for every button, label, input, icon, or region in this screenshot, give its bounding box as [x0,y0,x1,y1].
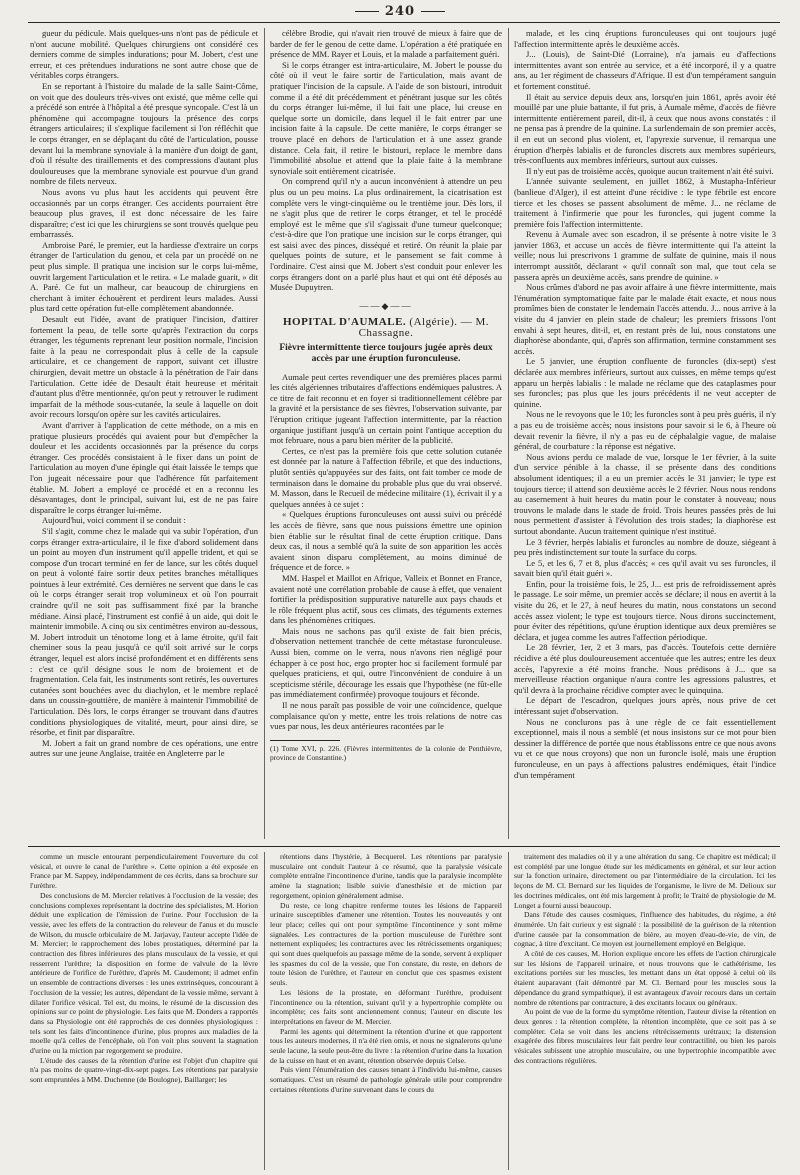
paragraph: Si le corps étranger est intra-articulaire, M. Jobert le pousse du côté où il veut le faire sortir de l'articulation, mais avant de pratiquer l'incision de la capsule. A l'aide de son bistouri, introduit comme il a été dit précédemment et pénétrant jusque sur les côtés du corps étranger lui-même, il lui fait une place, lui creuse en quelque sorte un domicile, dans lequel il le fait entrer par une incision faite à la capsule. De cette manière, le corps étranger se trouve placé en dehors de l'articulation et à une assez grande distance. Cela fait, il retire le bistouri, replace le membre dans l'immobilité absolue et attend que la plaie faite à la membrane synoviale soit entièrement cicatrisée. [270,59,502,176]
paragraph: Puis vient l'énumération des causes tenant à l'individu lui-même, causes somatiques. C'est un résumé de pathologie générale utile pour comprendre certaines rétentions d'urine survenant dans le cours du [270,1065,502,1094]
paragraph: Nous avions perdu ce malade de vue, lorsque le 1er février, à la suite d'un service pénible à la chasse, il se présente dans des conditions absolument identiques; il a eu un premier accès le 31 janvier; le type est toujours tierce; il attend son deuxième accès le 2 février. Nous nous rendons au casernement à huit heures du matin pour le constater à nouveau; nous trouvons le malade dans le stade de froid. Trois heures passées près de lui nous permettent d'assister à l'évolution des trois stades; la diaphorèse est surtout abondante. Aucun traitement quinique n'est institué. [514,451,776,536]
paragraph: Revenu à Aumale avec son escadron, il se présente à notre visite le 3 janvier 1863, et accuse un accès de fièvre intermittente qui l'a atteint la veille; nous lui prescrivons 1 gramme de sulfate de quinine, mais il nous interrompt aussitôt, déclarant « qu'il connaît son mal, que tout cela se passera après un deuxième accès, sans prendre de quinine. » [514,229,776,282]
paragraph: L'année suivante seulement, en juillet 1862, à Mustapha-Inférieur (banlieue d'Alger), il est atteint d'une récidive : le type fébrile est encore tierce et les choses se passent absolument de même. J... ne réclame de traitement à l'infirmerie que pour les furoncles, qui jugent comme la première fois l'affection intermittente. [514,176,776,229]
paragraph: Du reste, ce long chapitre renferme toutes les lésions de l'appareil urinaire susceptibles d'amener une rétention. Toutes les nouveautés y ont leur place; celles qui ont pour symptôme l'incontinence y sont même signalées. Les contractures de la portion musculeuse de l'urèthre sont nettement expliquées; les contractures avec les rétrécissements organiques; qui sont dues quelquefois au passage même de la sonde, servent à expliquer les spasmes du col de la vessie, que l'on constate, du reste, en dehors de toute lésion de l'urèthre, et l'auteur en conclut que ces spasmes existent seuls. [270,900,502,988]
paragraph: Nous ne conclurons pas à une règle de ce fait essentiellement exceptionnel, mais il nous a semblé (et nous insistons sur ce mot pour bien dessiner la différence de portée que nous établissons entre ce que nous avons vu et ce que nous croyons) que non un furoncle isolé, mais une éruption furonculeuse, en un pays à affections palustres endémiques, était l'indice d'un tempérament [514,716,776,780]
paragraph: Nous ne le revoyons que le 10; les furoncles sont à peu près guéris, il n'y a pas eu de troisième accès; nous insistons pour savoir si le 6, à l'heure où devait revenir la fièvre, il n'y a pas eu de céphalalgie vague, de malaise général, de courbature : la réponse est négative. [514,409,776,452]
paragraph: malade, et les cinq éruptions furonculeuses qui ont toujours jugé l'affection intermittente après le deuxième accès. [514,28,776,49]
paragraph: Les lésions de la prostate, en déformant l'urèthre, produisent l'incontinence ou la rétention, suivant qu'il y a hypertrophie complète ou incomplète; ces faits sont anciennement connus; l'auteur en discute les interprétations en faveur de M. Mercier. [270,987,502,1026]
paragraph: Le 5, et les 6, 7 et 8, plus d'accès; « ces qu'il avait vu ses furoncles, il savait bien qu'il était guéri ». [514,557,776,579]
footnote-rule [270,740,340,741]
paragraph: Aumale peut certes revendiquer une des premières places parmi les cités algériennes tributaires d'affections endémiques palustres. A ce titre de fait reconnu et en foyer si traditionnellement célèbre par la gravité et la persistance de ses fièvres, l'observation suivante, par l'éruption critique jugeant l'affection intermittente, par la réaction organique justifiant jusqu'à un certain point l'antique acception du mot februare, nous a paru bien mériter de la publicité. [270,371,502,446]
bottom-column-2 [270,852,502,1170]
paragraph: Nous crûmes d'abord ne pas avoir affaire à une fièvre intermittente, mais l'énumération symptomatique faite par le malade était exacte, et nous nous promîmes bien de constater le lendemain l'accès attendu. J... nous arrive à la visite du 4 janvier en plein stade de chaleur; les premiers frissons l'ont envahi à sept heures, dit-il, et, en restant près de lui, nous constatons une diaphorèse abondante, qui, d'après son affirmation, termine constamment ses accès. [514,282,776,356]
case-subtitle: Fièvre intermittente tierce toujours jugée après deux accès par une éruption furonculeuse. [279,342,493,365]
paragraph: L'étude des causes de la rétention d'urine est l'objet d'un chapitre qui n'a pas moins de quatre-vingt-dix-sept pages. Les rétentions par paralysie sont empruntées à MM. Duchenne (de Boulogne), Baillarger; les [30,1055,258,1085]
paragraph: Le 3 février, herpès labialis et furoncles au nombre de douze, siégeant à peu près indistinctement sur toute la surface du corps. [514,536,776,558]
paragraph: comme un muscle entourant perpendiculairement l'ouverture du col vésical, et ouvre le canal de l'urèthre ». Cette opinion a été exposée en France par M. Sappey, indépendamment de ces écrits, dans sa brochure sur l'urèthre. [30,852,258,891]
author-name: — M. Chassagne. [358,316,490,340]
column-3 [514,28,776,839]
paragraph: En se reportant à l'histoire du malade de la salle Saint-Côme, on voit que des douleurs très-vives ont existé, que même celle qui a précédé son entrée à l'hôpital a été presque syncopale. C'est là un phénomène qui accompagne toujours la présence des corps étrangers articulaires; il s'explique facilement si l'on réfléchit que le corps étranger, en se déplaçant du côté de l'articulation, pousse devant lui la membrane synoviale à la manière d'un doigt de gant, d'où il résulte des tiraillements et des compressions d'autant plus douloureuses que la membrane synoviale est pourvue d'un grand nombre de filets nerveux. [30,80,258,187]
paragraph: S'il s'agit, comme chez le malade qui va subir l'opération, d'un corps étranger extra-articulaire, il le fixe d'abord solidement dans un point au moyen d'un instrument qu'il appelle trident, et qui se compose d'un trocart terminé en fer de lance, sur les côtés duquel on peut à volonté faire sortir deux petites branches métalliques pointues à leur extrémité. Ces dernières ne servent que dans le cas où le corps étranger serait trop volumineux et où l'on pourrait craindre qu'il ne soit pas suffisamment fixé par la branche médiane. Ainsi placé, l'instrument est confié à un aide, qui doit le maintenir immobile. A cinq ou six centimètres environ au-dessous, M. Jobert introduit un ténotome long et à lame étroite, qu'il fait cheminer sous la peau jusqu'à ce qu'il soit arrivé sur le corps étranger, lequel est alors incisé profondément et en différents sens : c'est ce qu'il désigne sous le nom de broiement et de fragmentation. Cela fait, les instruments sont retirés, les ouvertures cutanées sont bouchées avec du diachylon, et le membre replacé dans un coussin-gouttière, de manière à maintenir l'immobilité de l'articulation. Dès lors, le corps étranger se trouvant dans d'autres conditions physiologiques de vitalité, meurt, pour ainsi dire, se résorbe, et finit par disparaître. [30,525,258,738]
footnote: (1) Tome XVI, p. 226. (Fièvres intermittentes de la colonie de Penthièvre, province de Constantine.) [270,743,502,762]
page-number: 240 [0,4,800,19]
paragraph: Il ne nous paraît pas possible de voir une coïncidence, quelque complaisance qu'on y mette, entre les trois relations de notre cas vues par nous, les deux antérieures racontées par le [270,700,502,732]
paragraph: rétentions dans l'hystérie, à Becquerel. Les rétentions par paralysie musculaire ont conduit l'auteur à ce résumé, que la paralysie vésicale complète entraîne l'incontinence d'urine, tandis que la paralysie incomplète amène la stagnation; lisible suivie d'anesthésie et de miction par regorgement, opinion généralement admise. [270,852,502,900]
paragraph: Au point de vue de la forme du symptôme rétention, l'auteur divise la rétention en deux genres : la rétention complète, la rétention incomplète, que ce soit pas à se compléter. Cela se voit dans les anciens rétrécissements urétraux; la distension exagérée des fibres musculaires leur fait perdre leur contractilité, ou bien les parois vésicales subissent une atrophie musculaire, ou une hypertrophie incompatible avec des contractions régulières. [514,1007,776,1065]
paragraph: Il n'y eut pas de troisième accès, quoique aucun traitement n'ait été suivi. [526,165,774,176]
paragraph: Il était au service depuis deux ans, lorsqu'en juin 1861, après avoir été mouillé par une pluie battante, il fut pris, à Aumale même, d'accès de fièvre intermittente entièrement pareil, dit-il, à ceux que nous avons constatés : il ne pensa pas à prendre de la quinine. La surlendemain de son premier accès, il en eut un second plus violent, et, l'apyrexie survenue, il remarqua une éruption d'herpès labialis et de furoncles discrets aux membres supérieurs, très-confluents aux membres inférieurs, surtout aux cuisses. [514,91,776,166]
section-ornament: ——◆—— [359,300,413,311]
paragraph: Avant d'arriver à l'application de cette méthode, on a mis en pratique plusieurs procédés qui avaient pour but d'empêcher la douleur et les accidents occasionnés par la présence du corps étranger. Ces procédés consistaient à le fixer dans un point de l'articulation au moyen d'une épingle qui était laissée le temps que l'on jugeait nécessaire pour que l'adhérence fût parfaitement établie. M. Jobert a employé ce procédé et en a reconnu les désavantages, dont le principal, suivant lui, est de ne pas faire disparaître le corps étranger lui-même. [30,419,258,515]
paragraph: Le départ de l'escadron, quelques jours après, nous prive de cet intéressant sujet d'observation. [514,695,776,716]
paragraph: Aujourd'hui, voici comment il se conduit : [42,515,186,526]
paragraph: Des conclusions de M. Mercier relatives à l'occlusion de la vessie; des conclusions complexes représentant la doctrine des spécialistes, M. Horion déduit une explication de l'émission de l'urine. Pour l'occlusion de la vessie, avec les effets de la contraction du releveur de l'anus et du muscle de Wilson, du muscle orbiculaire de M. Jarjavay, l'auteur accepte l'idée de M. Mercier; le rapprochement des lobes prostatiques, déterminé par la contraction des fibres inférieures des plans musculaux de la vessie, et qui resserrent l'urèthre; la disposition en forme de valvule de la lèvre antérieure de l'orifice de l'urèthre, d'après M. Caudemont; il admet enfin un ensemble de contractions diverses : les unes extrinsèques, concourant à l'occlusion de la vessie; les autres, dépendant de la vessie même, servant à dilater l'orifice vésical. Tel est, du moins, le résumé de la discussion des opinions sur ce point de physiologie. Les faits que M. Donders a rapportés dans sa Physiologie ont été rapprochés de ces données physiologiques : tels sont les faits d'incontinence d'urine, plus propres aux maladies de la moelle qu'à celles de l'encéphale, où l'on voit plus souvent la stagnation d'urine ou la miction par regorgement se produire. [30,890,258,1056]
paragraph: M. Jobert a fait un grand nombre de ces opérations, une entre autres sur une jeune Anglaise, traitée en Angleterre par le [30,737,258,759]
paragraph: Le 28 février, 1er, 2 et 3 mars, pas d'accès. Toutefois cette dernière récidive a été plus douloureusement accentuée que les autres; entre les deux accès, l'apyrexie a été moins franche. Nous prédisons à J... que sa merveilleuse réaction organique n'aura contre les agressions palustres, et qu'il devra à la prochaine récidive compter avec le quinquina. [514,642,776,695]
column-divider [508,852,509,1170]
column-divider [264,28,265,839]
paragraph: Mais nous ne sachons pas qu'il existe de fait bien précis, d'observation nettement tranchée de cette métastase furonculeuse. Aussi bien, comme on le verra, nous n'avons rien négligé pour échapper à ce post hoc, ergo propter hoc si facilement formulé par quelques praticiens, et qui, outre l'inconvénient de conduire à un scepticisme stérile, décourage les essais que l'hypothèse (ne fût-elle pas immédiatement confirmée) provoque toujours et féconde. [270,625,502,700]
paragraph: Parmi les agents qui déterminent la rétention d'urine et que rapportent tous les auteurs modernes, il n'a été rien omis, et nous ne signalerons qu'une seule lacune, la seule peut-être du livre : la rétention d'urine dans la luxation de la cuisse en haut et en avant, rétention observée depuis Celse. [270,1026,502,1065]
column-2-body-text [270,372,502,732]
paragraph: Certes, ce n'est pas la première fois que cette solution cutanée est donnée par la nature à l'affection fébrile, et que des inductions, plutôt sentiès qu'appuyées sur des faits, ont fait tomber ce mode de terminaison dans le domaine du probable plus que du vrai observé. M. Masson, dans le Recueil de médecine militaire (1), écrivait il y a quelques années à ce sujet : [270,445,502,509]
paragraph: MM. Haspel et Maillot en Afrique, Valleix et Bonnet en France, avaient noté une corrélation probable de cause à effet, que venaient fortifier la prédisposition suppurative naturelle aux pays chauds et le rôle fréquent plus actif, sous ces climats, des téguments externes dans les phénomènes critiques. [270,572,502,626]
column-2 [270,28,502,839]
paragraph: Dans l'étude des causes cosmiques, l'influence des habitudes, du régime, a été énumérée. Un fait curieux y est signalé : la possibilité de la guérison de la rétention d'urine causée par la consommation de bière, au moyen d'eau-de-vie, de vin, de cognac, à titre d'excitant. Ce moyen est journellement employé en Belgique. [514,910,776,949]
column-divider [508,28,509,839]
paragraph: traitement des maladies où il y a une altération du sang. Ce chapitre est médical; il est complété par une longue étude sur les médicaments en général, et sur leur action sur la fonction urinaire, directement ou par l'intermédiaire de la circulation. Ici les leçons de M. Cl. Bernard sur les liquides de l'organisme, le livre de M. Delioux sur les doctrines médicales, ont été mis largement à profit; le Traité de physiologie de M. Longet a fourni aussi beaucoup. [514,852,776,910]
bottom-column-1 [30,852,258,1170]
paragraph: célèbre Brodie, qui n'avait rien trouvé de mieux à faire que de barder de fer le genou de cette dame. L'opération a été pratiquée en présence de MM. Rayer et Louis, et la malade a parfaitement guéri. [270,28,502,60]
hospital-location: (Algérie). [409,316,458,329]
paragraph: Desault eut l'idée, avant de pratiquer l'incision, d'attirer fortement la peau, de telle sorte qu'après l'extraction du corps étranger, les téguments reprenant leur position normale, l'incision faite à la peau ne correspondait plus à celle de la capsule articulaire, et ce changement de rapport, suivant cet illustre chirurgien, devait mettre un obstacle à la pénétration de l'air dans l'articulation. Cette idée de Desault était heureuse et méritait d'autant plus d'être mentionnée, qu'on peut y retrouver le rudiment imparfait de la méthode sous-cutanée, la seule à laquelle on doit avoir recours lorsqu'on opère sur les cavités articulaires. [30,314,258,420]
paragraph: On comprend qu'il n'y a aucun inconvénient à attendre un peu plus ou un peu moins. La plus ordinairement, la cicatrisation est complète vers le vingt-cinquième ou le trentième jour. Dès lors, il ne s'agit plus que de retirer le corps étranger, et tel le procédé employé est le même que s'il s'agissait d'une tumeur quelconque; c'est-à-dire que l'on pratique une incision sur le corps étranger, qui est saisi avec des pinces, disséqué et retiré. On réunit la plaie par quelques points de suture, et le pansement se fait comme à l'ordinaire. C'est ainsi que M. Jobert s'est conduit pour enlever les corps étrangers dont on a parlé plus haut et qui ont été déposés au Musée Dupuytren. [270,176,502,293]
paragraph: « Quelques éruptions furonculeuses ont aussi suivi ou précédé les accès de fièvre, sans que nous puissions émettre une opinion bien établie sur le résultat final de cette éruption critique. Dans deux cas, il nous a semblé qu'à la suite de son apparition les accès avaient sinon disparu complètement, au moins diminué de fréquence et de force. » [270,509,502,573]
header-rule [28,22,780,23]
section-title [270,317,502,338]
paragraph: Ambroise Paré, le premier, eut la hardiesse d'extraire un corps étranger de l'articulation du genou, et cela par un procédé on ne peut plus simple. Il pratiqua une incision sur le corps lui-même, ouvrit largement l'articulation et le retira. « Le malade guarit, » dit A. Paré. Ce fut un malheur, car beaucoup de chirurgiens en cherchant à imiter échouèrent et perdirent leurs malades. Aussi plus tard cette opération fut-elle complètement abandonnée. [30,239,258,314]
paragraph: Le 5 janvier, une éruption confluente de furoncles (dix-sept) s'est déclarée aux membres inférieurs, surtout aux cuisses, en même temps qu'est apparu un herpès labialis : le malade ne réclame que des cataplasmes pour ses furoncles; pas plus que les jours précédents il ne veut accepter de quinine. [514,356,776,409]
bottom-column-3 [514,852,776,1170]
hospital-name: HOPITAL D'AUMALE. [282,316,407,329]
paragraph: Enfin, pour la troisième fois, le 25, J... est pris de refroidissement après le passage. Le soir même, un premier accès se déclare; il nous en avertit à la visite du 26, et le 27, à neuf heures du matin, nous constatons un second accès assez violent; le type est toujours tierce. Nous dirons succinctement, pour éviter des répétitions, qu'une éruption identique aux deux premières se déclara, et jugea comme les autres l'affection périodique. [514,578,776,642]
column-divider [264,852,265,1170]
paragraph: J... (Louis), de Saint-Dié (Lorraine), n'a jamais eu d'affections intermittentes avant son entrée au service, et a été incorporé, il y a quatre ans, au 1er régiment de chasseurs d'Afrique. Il est d'un tempérament sanguin et fortement constitué. [514,49,776,91]
column-2-top-text [270,28,502,293]
paragraph: gueur du pédicule. Mais quelques-uns n'ont pas de pédicule et n'ont aucune mobilité. Quelques chirurgiens ont considéré ces derniers comme de simples indurations; pour M. Jobert, c'est une erreur, et ces prétendues indurations ne sont autre chose que de véritables corps étrangers. [30,28,258,81]
paragraph: Nous avons vu plus haut les accidents qui peuvent être occasionnés par un corps étranger. Ces accidents pourraient être beaucoup plus graves, il est donc nécessaire de les faire disparaître; c'est ici que les chirurgiens se sont trouvés quelque peu embarrassés. [30,186,258,240]
bottom-section-rule [28,846,780,847]
paragraph: A côté de ces causes, M. Horion explique encore les effets de l'action chirurgicale sur les lésions de l'appareil urinaire, et nous trouvons que le cathétérisme, les excitations portées sur les muscles, les mettant dans un état opposé à celui où ils étaient auparavant (fait démontré par M. Cl. Bernard pour les muscles sous la dépendance du grand sympathique), il est avantageux d'avoir recours dans un certain nombre de rétentions par contracture, à des excitants locaux ou généraux. [514,949,776,1007]
column-1 [30,28,258,839]
